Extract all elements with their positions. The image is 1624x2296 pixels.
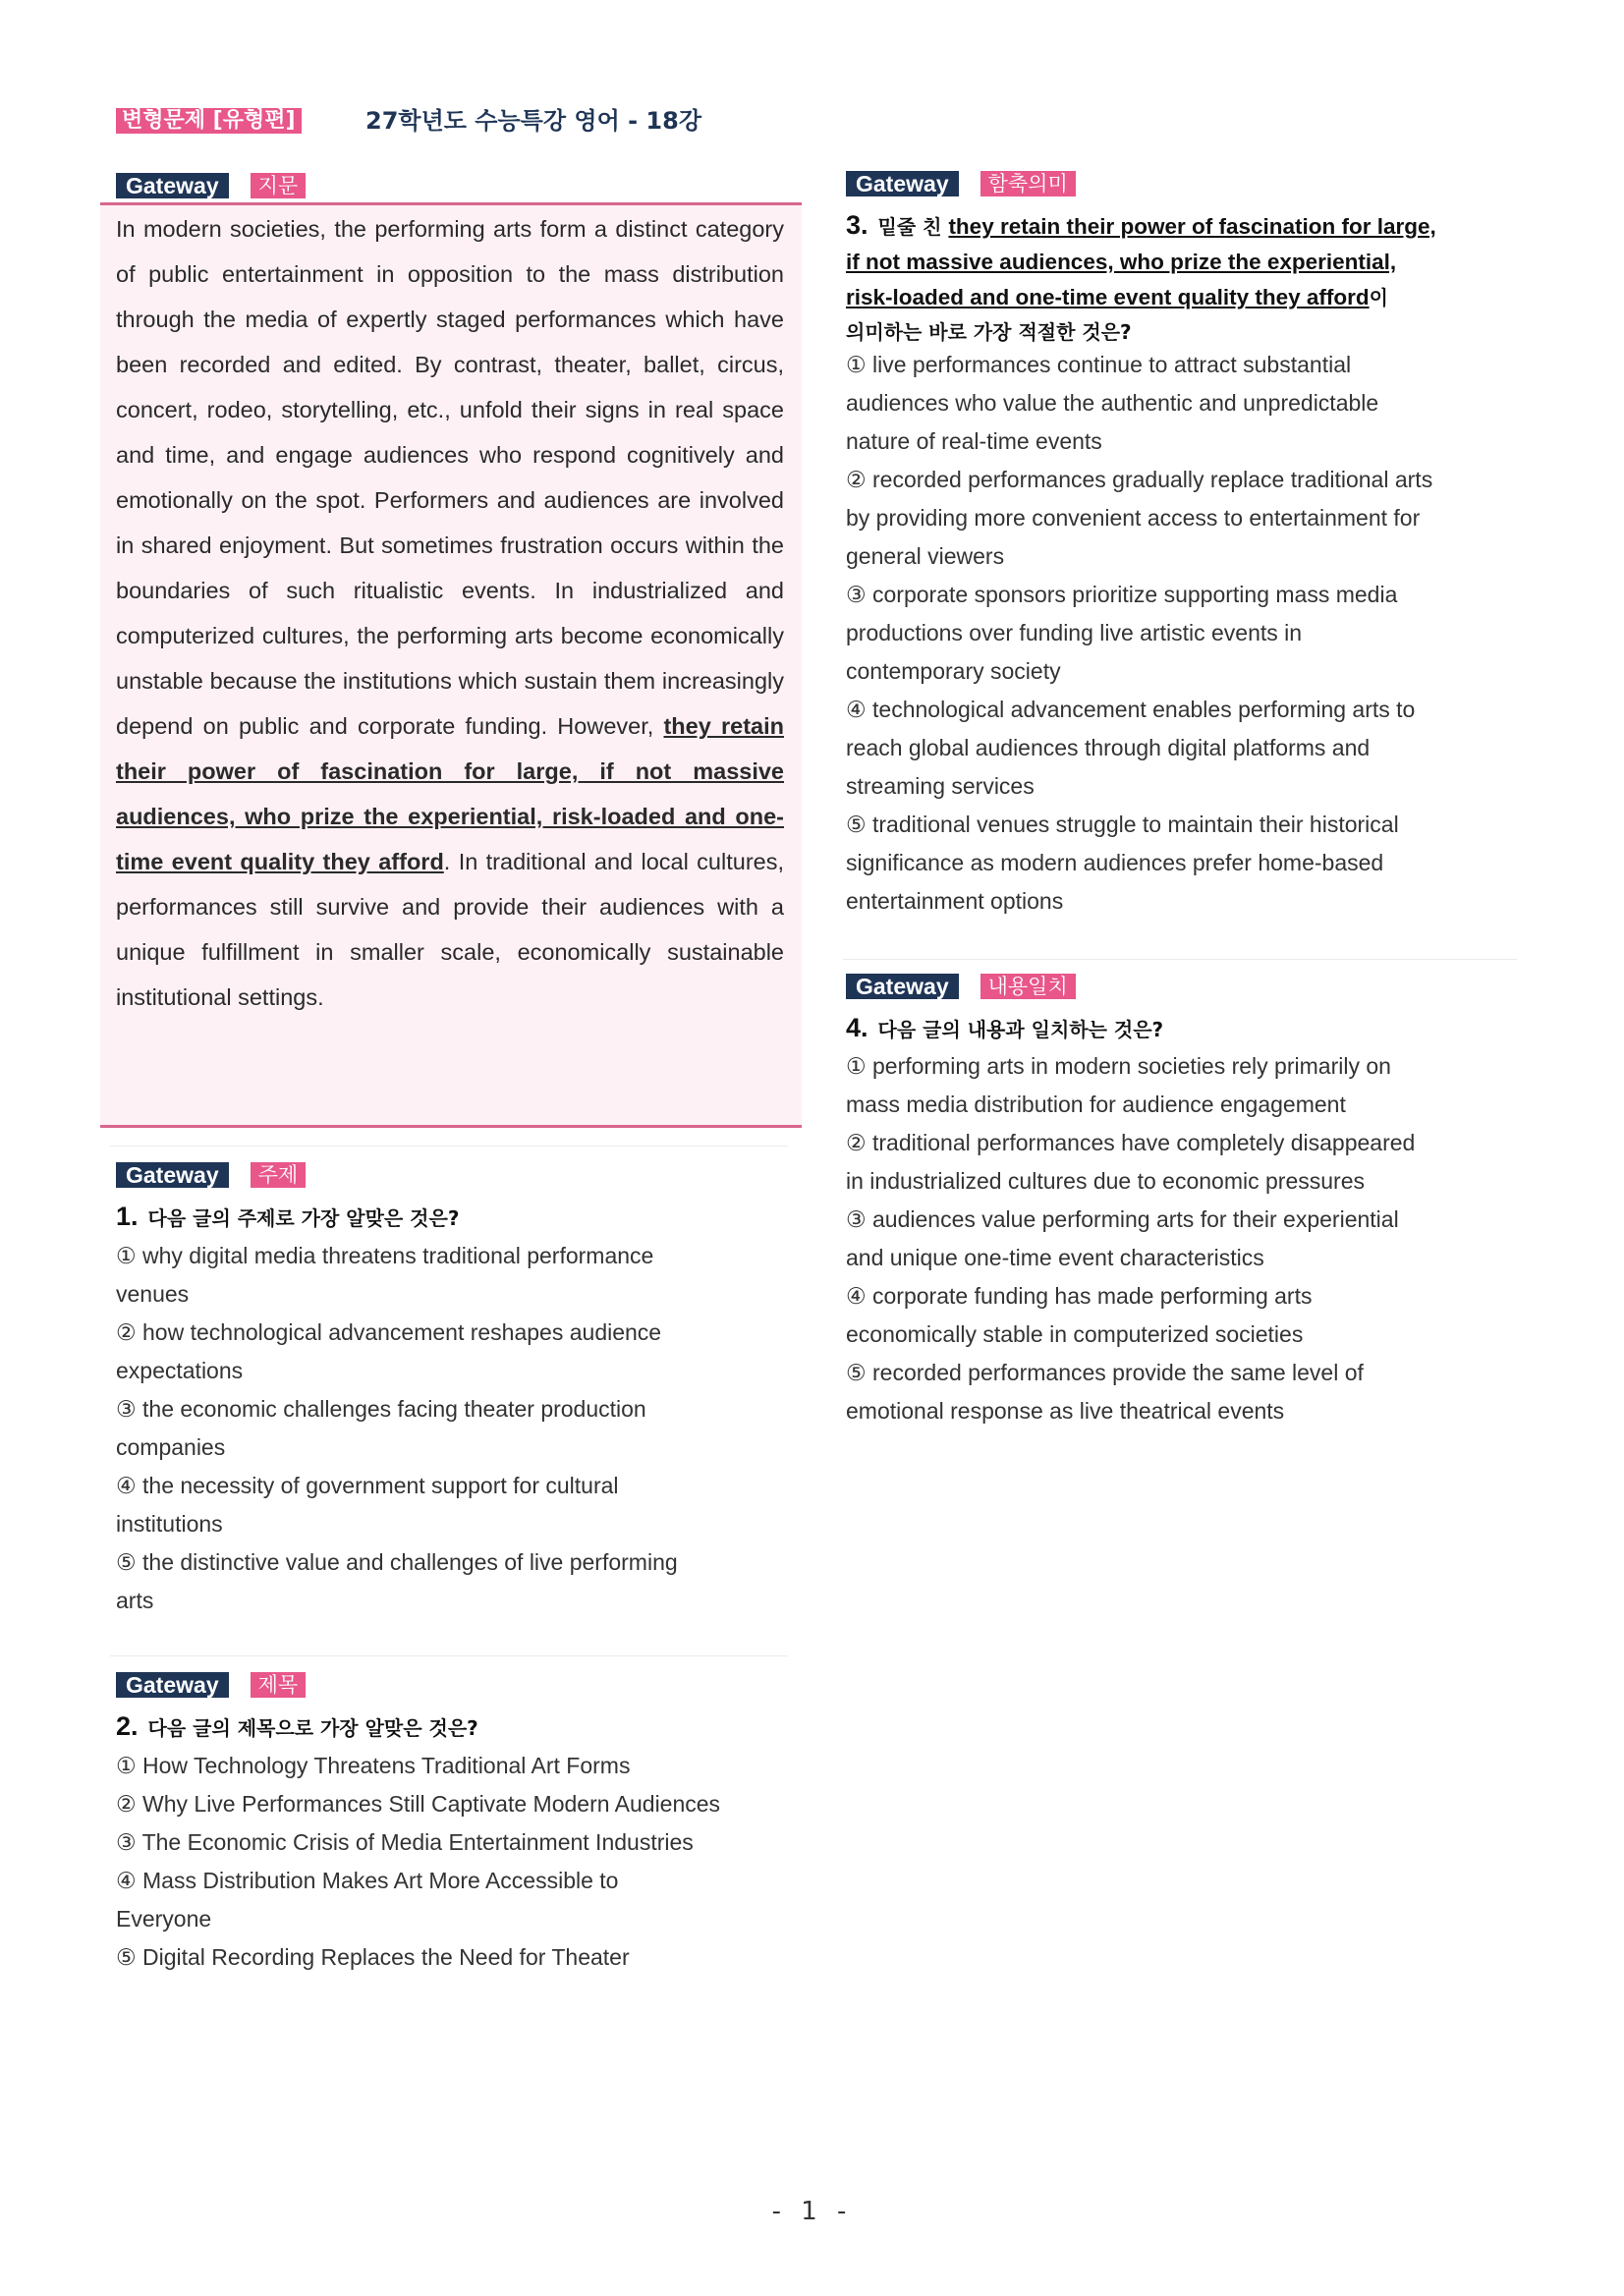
q1-prompt <box>116 1201 459 1234</box>
gateway-label: Gateway <box>116 1672 229 1698</box>
question-text: 의미하는 바로 가장 적절한 것은? <box>846 320 1132 344</box>
question-number: 2. <box>116 1711 139 1741</box>
question-text: 다음 글의 내용과 일치하는 것은? <box>877 1018 1164 1041</box>
q2-heading <box>116 1672 306 1698</box>
worksheet-type-tag: 변형문제 [유형편] <box>116 108 302 134</box>
option-line: ① performing arts in modern societies rely primarily on <box>846 1053 1391 1079</box>
gateway-label: Gateway <box>846 974 959 999</box>
option-line: ④ corporate funding has made performing arts <box>846 1283 1313 1309</box>
question-text-suffix: 이 <box>1369 286 1388 309</box>
option-line: emotional response as live theatrical events <box>846 1398 1285 1424</box>
option-line: ⑤ recorded performances provide the same level of <box>846 1360 1364 1385</box>
gateway-label: Gateway <box>116 1162 229 1188</box>
quoted-phrase-line: if not massive audiences, who prize the experiential, <box>846 250 1397 274</box>
option-line: ⑤ the distinctive value and challenges of live performing <box>116 1549 678 1575</box>
quoted-phrase-line: they retain their power of fascination for large, <box>948 214 1436 239</box>
option-line: and unique one-time event characteristics <box>846 1245 1264 1270</box>
section-label: 제목 <box>251 1672 307 1698</box>
passage-heading <box>116 173 306 198</box>
gateway-label: Gateway <box>116 173 229 198</box>
q3-heading <box>846 171 1076 196</box>
q4-options <box>846 1047 1415 1430</box>
option-line: ② Why Live Performances Still Captivate Modern Audiences <box>116 1791 721 1817</box>
option-line: significance as modern audiences prefer home-based <box>846 850 1384 875</box>
option-line: institutions <box>116 1511 223 1537</box>
option-line: ① live performances continue to attract substantial <box>846 352 1352 377</box>
option-line: in industrialized cultures due to economic pressures <box>846 1168 1365 1194</box>
passage-text-before: In modern societies, the performing arts form a distinct category of public entertainment in opposition to the mass distribution through the media of expertly staged performances which have been recorded and edited. By contrast, theater, ballet, circus, concert, rodeo, storytelling, etc., unfold their signs in real space and time, and engage audiences who respond cognitively and emotionally on the spot. Performers and audiences are involved in shared enjoyment. But sometimes frustration occurs within the boundaries of such ritualistic events. In industrialized and computerized cultures, the performing arts become economically unstable because the institutions which sustain them increasingly depend on public and corporate funding. However, <box>116 216 784 739</box>
option-line: ⑤ traditional venues struggle to maintain their historical <box>846 812 1399 837</box>
option-line: ⑤ Digital Recording Replaces the Need for Theater <box>116 1944 630 1970</box>
option-line: streaming services <box>846 773 1035 799</box>
q1-heading <box>116 1162 306 1188</box>
section-label: 지문 <box>251 173 307 198</box>
passage-text-after: . In traditional and local cultures, performances still survive and provide their audiences with a unique fulfillment in smaller scale, economically sustainable institutional settings. <box>116 849 784 1010</box>
question-number: 4. <box>846 1013 868 1042</box>
q3-prompt <box>846 208 1534 350</box>
gateway-label: Gateway <box>846 171 959 196</box>
page-number: - 1 - <box>771 2197 853 2226</box>
worksheet-title: 27학년도 수능특강 영어 - 18강 <box>365 107 702 135</box>
option-line: ③ The Economic Crisis of Media Entertainment Industries <box>116 1829 694 1855</box>
option-line: general viewers <box>846 543 1005 569</box>
passage-text <box>116 206 784 1020</box>
option-line: ② traditional performances have completely disappeared <box>846 1130 1416 1155</box>
q4-heading <box>846 974 1076 999</box>
option-line: productions over funding live artistic events in <box>846 620 1303 645</box>
option-line: mass media distribution for audience engagement <box>846 1092 1346 1117</box>
option-line: contemporary society <box>846 658 1061 684</box>
option-line: ③ corporate sponsors prioritize supporting mass media <box>846 582 1398 607</box>
passage-bottom-rule <box>100 1125 802 1128</box>
q1-options <box>116 1237 678 1620</box>
passage-underlined-phrase: they retain their power of fascination for large, if not massive audiences, who prize the experiential, risk-loaded and one-time event quality they afford <box>116 713 785 874</box>
option-line: ① why digital media threatens traditional performance <box>116 1243 654 1268</box>
section-label: 함축의미 <box>980 171 1076 196</box>
option-line: ② how technological advancement reshapes audience <box>116 1319 662 1345</box>
option-line: arts <box>116 1588 154 1613</box>
question-number: 3. <box>846 210 868 240</box>
q2-options <box>116 1747 720 1977</box>
option-line: nature of real-time events <box>846 428 1102 454</box>
divider <box>110 1655 788 1656</box>
option-line: ③ the economic challenges facing theater production <box>116 1396 646 1422</box>
section-label: 내용일치 <box>980 974 1076 999</box>
option-line: Everyone <box>116 1906 212 1932</box>
option-line: ④ technological advancement enables performing arts to <box>846 697 1416 722</box>
q2-prompt <box>116 1710 478 1744</box>
divider <box>843 959 1517 960</box>
quoted-phrase-line: risk-loaded and one-time event quality they afford <box>846 285 1370 309</box>
option-line: companies <box>116 1434 226 1460</box>
option-line: reach global audiences through digital platforms and <box>846 735 1371 760</box>
q4-prompt <box>846 1012 1163 1045</box>
option-line: expectations <box>116 1358 244 1383</box>
question-text: 밑줄 친 <box>877 215 942 239</box>
option-line: ① How Technology Threatens Traditional Art Forms <box>116 1753 631 1778</box>
q3-options <box>846 346 1432 921</box>
option-line: ④ the necessity of government support for cultural <box>116 1473 619 1498</box>
option-line: audiences who value the authentic and unpredictable <box>846 390 1379 416</box>
question-text: 다음 글의 주제로 가장 알맞은 것은? <box>147 1206 460 1230</box>
question-number: 1. <box>116 1202 139 1231</box>
option-line: by providing more convenient access to entertainment for <box>846 505 1421 531</box>
question-text: 다음 글의 제목으로 가장 알맞은 것은? <box>147 1716 478 1740</box>
option-line: entertainment options <box>846 888 1064 914</box>
option-line: ④ Mass Distribution Makes Art More Accessible to <box>116 1868 619 1893</box>
option-line: venues <box>116 1281 190 1307</box>
option-line: ③ audiences value performing arts for their experiential <box>846 1206 1399 1232</box>
option-line: ② recorded performances gradually replace traditional arts <box>846 467 1433 492</box>
section-label: 주제 <box>251 1162 307 1188</box>
divider <box>110 1146 788 1147</box>
option-line: economically stable in computerized societies <box>846 1321 1304 1347</box>
